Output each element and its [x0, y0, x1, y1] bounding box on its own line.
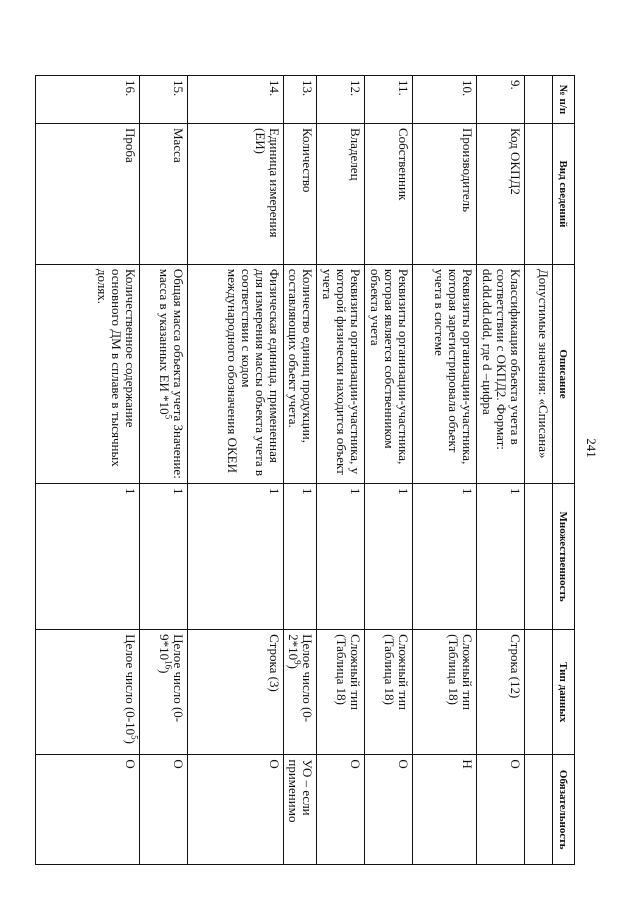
cell-type: [525, 630, 553, 755]
cell-req: О: [188, 755, 284, 865]
cell-desc: Допустимые значения: «Списана»: [525, 264, 553, 483]
rotated-page-content: [35, 75, 575, 865]
cell-type: [140, 630, 188, 755]
cell-desc: Реквизиты организации-участника, которая зарегистрировала объект учета в системе: [413, 264, 477, 483]
cell-mult: [525, 484, 553, 630]
type-exponent: 16: [163, 660, 174, 670]
cell-kind: Владелец: [317, 124, 365, 265]
table-row-carryover: [525, 76, 553, 865]
type-close: ): [157, 669, 172, 674]
header-type: Тип данных: [553, 630, 575, 755]
cell-num: 14.: [188, 76, 284, 124]
cell-kind: Код ОКПД2: [477, 124, 525, 265]
table-row: [413, 76, 477, 865]
cell-type: Строка (3): [188, 630, 284, 755]
desc-text: Общая масса объекта учета Значение: масса в указанных ЕИ *10: [157, 268, 186, 479]
header-req: Обязательность: [553, 755, 575, 865]
cell-type: Строка (12): [477, 630, 525, 755]
page-number: 241: [584, 438, 599, 458]
table-header-row: [553, 76, 575, 865]
cell-mult: 1: [413, 484, 477, 630]
desc-exponent: 5: [163, 414, 174, 420]
header-mult: Множественность: [553, 484, 575, 630]
cell-mult: 1: [365, 484, 413, 630]
cell-req: УО – если применимо: [284, 755, 317, 865]
type-close: ): [123, 739, 138, 744]
table-row: [365, 76, 413, 865]
cell-type: [36, 630, 140, 755]
type-close: ): [286, 664, 301, 669]
cell-kind: Масса: [140, 124, 188, 265]
header-num: № п/п: [553, 76, 575, 124]
cell-desc: Количественное содержание основного ДМ в сплаве в тысячных долях.: [36, 264, 140, 483]
cell-desc: Количество единиц продукции, составляющих объект учета.: [284, 264, 317, 483]
table-row: [477, 76, 525, 865]
table-row: [140, 76, 188, 865]
cell-mult: 1: [477, 484, 525, 630]
cell-type: Сложный тип (Таблица 18): [413, 630, 477, 755]
type-exponent: 5: [129, 735, 140, 740]
cell-num: 9.: [477, 76, 525, 124]
cell-mult: 1: [284, 484, 317, 630]
cell-desc: Реквизиты организации-участника, которая является собственником объекта учета: [365, 264, 413, 483]
header-desc: Описание: [553, 264, 575, 483]
cell-req: О: [140, 755, 188, 865]
cell-req: О: [477, 755, 525, 865]
cell-req: Н: [413, 755, 477, 865]
cell-num: 11.: [365, 76, 413, 124]
cell-num: 10.: [413, 76, 477, 124]
cell-type: [284, 630, 317, 755]
cell-mult: 1: [188, 484, 284, 630]
cell-req: О: [317, 755, 365, 865]
cell-desc: Классификация объекта учета в соответствии с ОКПД2. Формат: dd.dd.dd.ddd, где d –цифра: [477, 264, 525, 483]
cell-num: 15.: [140, 76, 188, 124]
cell-mult: 1: [317, 484, 365, 630]
cell-req: О: [365, 755, 413, 865]
cell-mult: 1: [140, 484, 188, 630]
cell-num: [525, 76, 553, 124]
table-row: [284, 76, 317, 865]
cell-kind: Собственник: [365, 124, 413, 265]
cell-mult: 1: [36, 484, 140, 630]
cell-kind: Количество: [284, 124, 317, 265]
table-row: [188, 76, 284, 865]
cell-num: 16.: [36, 76, 140, 124]
cell-kind: Проба: [36, 124, 140, 265]
cell-type: Сложный тип (Таблица 18): [365, 630, 413, 755]
cell-kind: [525, 124, 553, 265]
type-exponent: 9: [292, 660, 303, 665]
type-text: Целое число (0-9*10: [157, 634, 186, 723]
type-text: Целое число (0-2*10: [286, 634, 315, 723]
header-kind: Вид сведений: [553, 124, 575, 265]
cell-num: 12.: [317, 76, 365, 124]
data-table: [35, 75, 575, 865]
cell-desc: [140, 264, 188, 483]
cell-desc: Реквизиты организации-участника, у которой физически находится объект учета: [317, 264, 365, 483]
cell-req: [525, 755, 553, 865]
cell-kind: Производитель: [413, 124, 477, 265]
table-row: [317, 76, 365, 865]
type-text: Целое число (0-10: [123, 634, 138, 736]
cell-req: О: [36, 755, 140, 865]
cell-desc: Физическая единица, примененная для измерения массы объекта учета в соответствии с кодом международного обозначения ОКЕИ: [188, 264, 284, 483]
cell-kind: Единица измерения (ЕИ): [188, 124, 284, 265]
table-row: [36, 76, 140, 865]
cell-num: 13.: [284, 76, 317, 124]
cell-type: Сложный тип (Таблица 18): [317, 630, 365, 755]
